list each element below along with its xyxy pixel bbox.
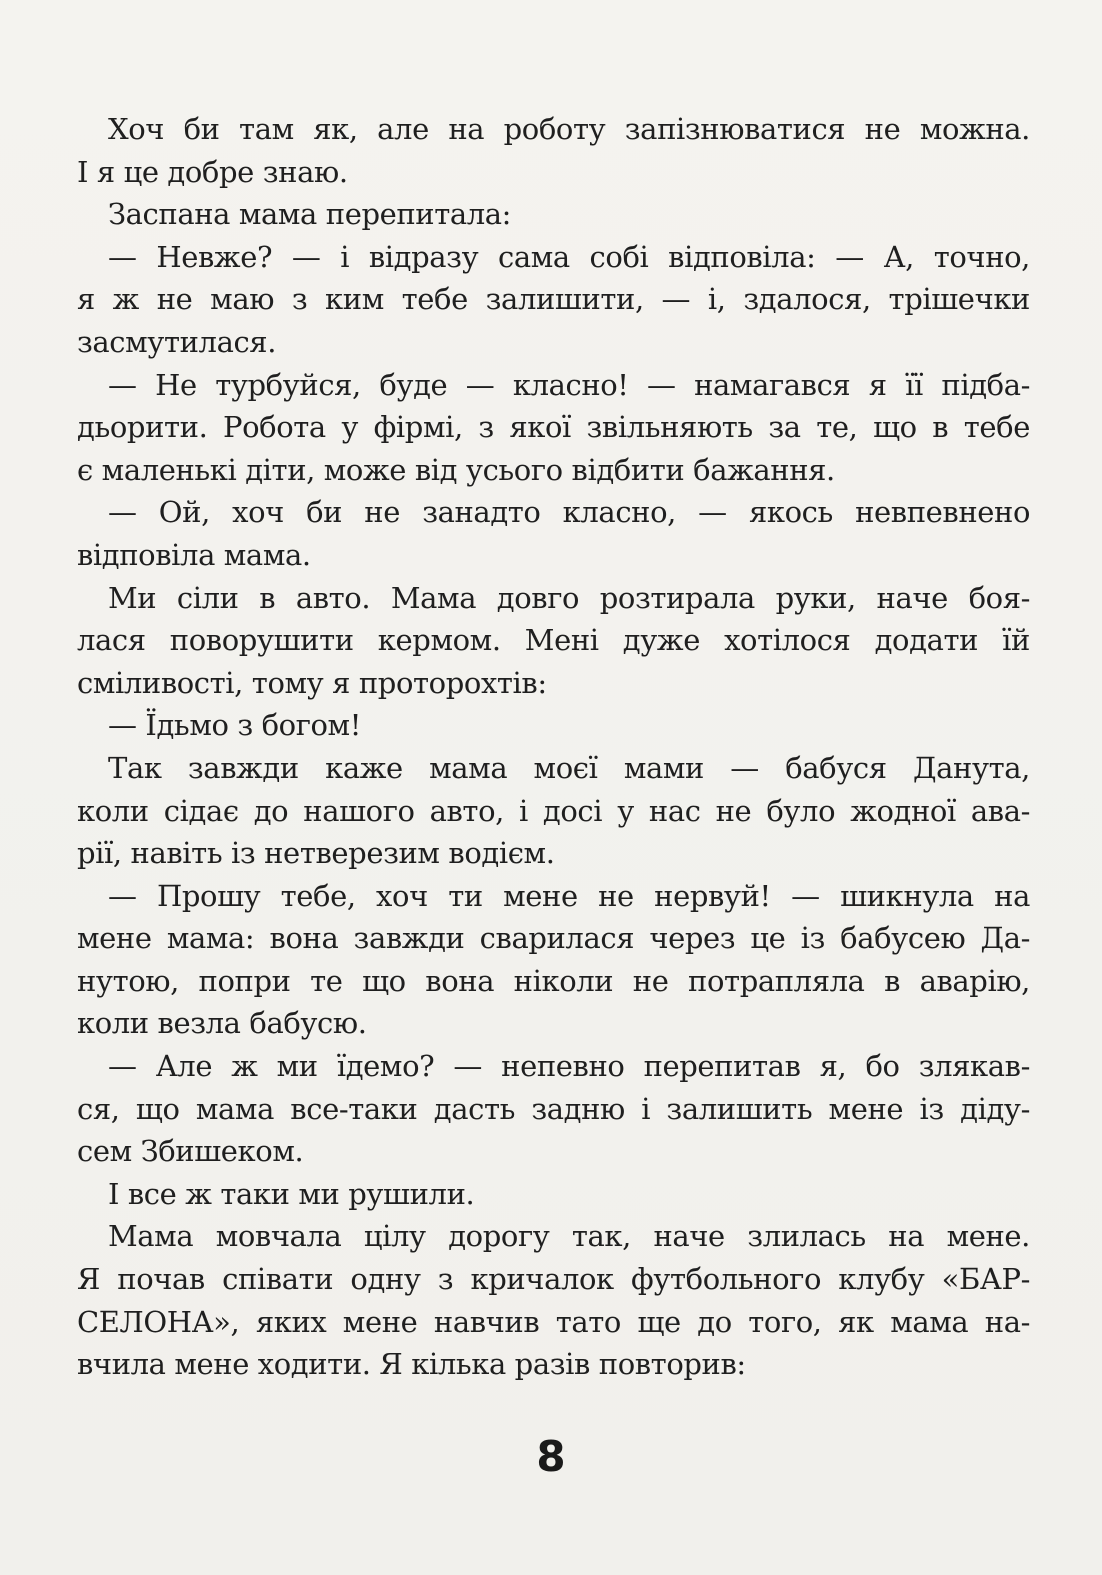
text-line: І я це добре знаю. xyxy=(77,154,348,189)
text-line: Ми сіли в авто. Мама довго розтирала руки, наче боя- xyxy=(108,580,1030,615)
text-line: СЕЛОНА», яких мене навчив тато ще до того, як мама на- xyxy=(77,1304,1030,1339)
text-line: — Прошу тебе, хоч ти мене не нервуй! — шикнула на xyxy=(108,878,1030,913)
text-line: вчила мене ходити. Я кілька разів повторив: xyxy=(77,1347,746,1382)
text-line: І все ж таки ми рушили. xyxy=(108,1176,475,1211)
text-line: — Невже? — і відразу сама собі відповіла: — А, точно, xyxy=(108,239,1030,274)
text-line: Мама мовчала цілу дорогу так, наче злилась на мене. xyxy=(108,1219,1030,1254)
text-line: Я почав співати одну з кричалок футбольного клубу «БАР- xyxy=(77,1262,1030,1297)
text-line: — Але ж ми їдемо? — непевно перепитав я, бо злякав- xyxy=(108,1049,1030,1084)
text-line: є маленькі діти, може від усього відбити бажання. xyxy=(77,452,835,487)
text-line: Заспана мама перепитала: xyxy=(108,197,512,232)
text-line: — Ой, хоч би не занадто класно, — якось невпевнено xyxy=(108,495,1030,530)
text-line: відповіла мама. xyxy=(77,537,311,572)
text-line: сем Збишеком. xyxy=(77,1134,304,1169)
text-line: дьорити. Робота у фірмі, з якої звільняють за те, що в тебе xyxy=(77,410,1030,445)
page-number: 8 xyxy=(536,1432,566,1481)
text-line: мене мама: вона завжди сварилася через це із бабусею Да- xyxy=(77,921,1030,956)
text-line: Хоч би там як, але на роботу запізнюватися не можна. xyxy=(108,112,1030,146)
text-line: — Не турбуйся, буде — класно! — намагався я її підба- xyxy=(108,367,1030,402)
text-line: коли сідає до нашого авто, і досі у нас не було жодної ава- xyxy=(77,793,1030,828)
text-line: рії, навіть із нетверезим водієм. xyxy=(77,836,555,871)
text-line: Так завжди каже мама моєї мами — бабуся Данута, xyxy=(108,750,1030,785)
text-line: коли везла бабусю. xyxy=(77,1006,367,1041)
text-line: засмутилася. xyxy=(77,324,277,359)
text-line: лася поворушити кермом. Мені дуже хотілося додати їй xyxy=(77,623,1030,658)
text-line: сміливості, тому я проторохтів: xyxy=(77,665,547,700)
text-line: ся, що мама все-таки дасть задню і залишить мене із діду- xyxy=(77,1091,1030,1126)
text-line: — Їдьмо з богом! xyxy=(108,708,361,743)
body-text xyxy=(77,108,1030,1386)
text-line: нутою, попри те що вона ніколи не потрапляла в аварію, xyxy=(77,963,1030,998)
text-line: я ж не маю з ким тебе залишити, — і, здалося, трішечки xyxy=(77,282,1030,317)
